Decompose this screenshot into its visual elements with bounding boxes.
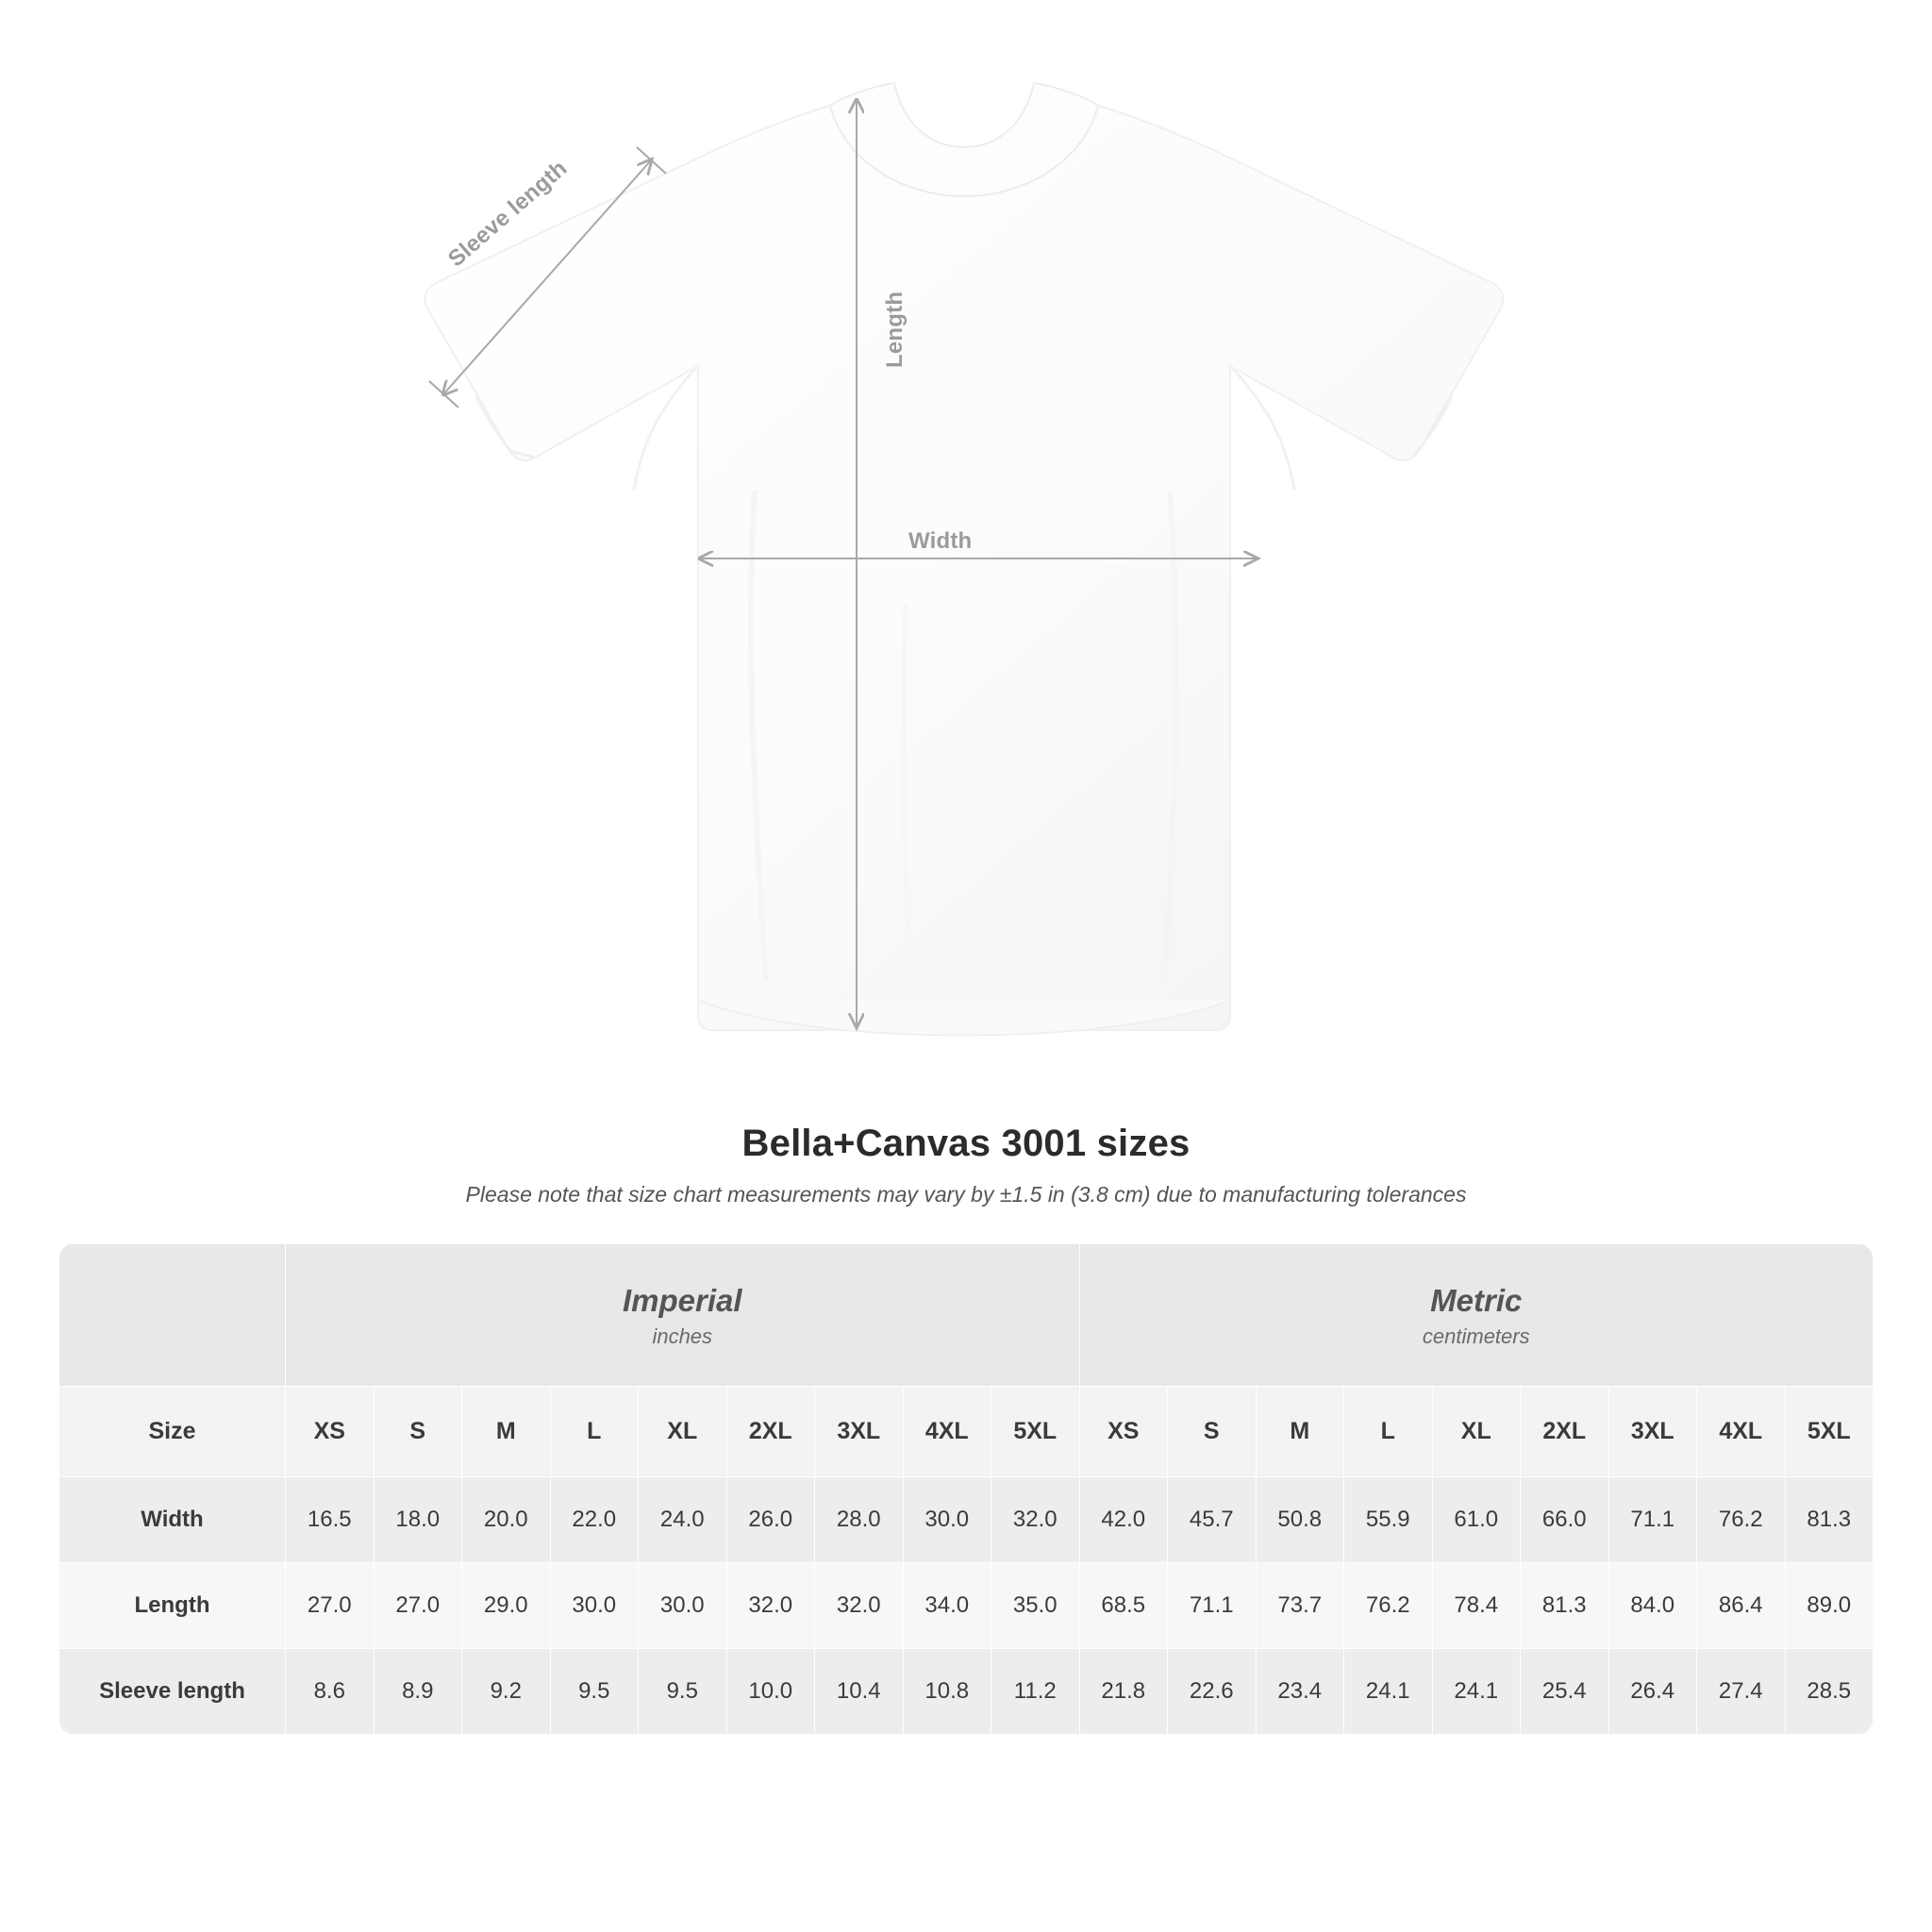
cell: 27.0	[374, 1563, 462, 1649]
cell: 23.4	[1256, 1649, 1344, 1735]
unit-group-imperial-name: Imperial	[622, 1283, 742, 1319]
size-header-cell: M	[462, 1387, 551, 1477]
size-header-cell: S	[1168, 1387, 1257, 1477]
cell: 11.2	[991, 1649, 1080, 1735]
cell: 50.8	[1256, 1477, 1344, 1563]
size-header-cell: 5XL	[1785, 1387, 1874, 1477]
cell: 25.4	[1521, 1649, 1609, 1735]
table-row	[59, 1477, 1874, 1563]
cell: 32.0	[815, 1563, 904, 1649]
table-corner-cell	[59, 1244, 286, 1387]
cell: 81.3	[1521, 1563, 1609, 1649]
cell: 71.1	[1168, 1563, 1257, 1649]
cell: 86.4	[1697, 1563, 1786, 1649]
cell: 45.7	[1168, 1477, 1257, 1563]
cell: 34.0	[903, 1563, 991, 1649]
length-label: Length	[882, 291, 908, 368]
size-header-cell: XS	[286, 1387, 375, 1477]
page-subtitle: Please note that size chart measurements may vary by ±1.5 in (3.8 cm) due to manufacturing tolerances	[465, 1182, 1467, 1207]
cell: 35.0	[991, 1563, 1080, 1649]
cell: 22.6	[1168, 1649, 1257, 1735]
cell: 32.0	[726, 1563, 815, 1649]
cell: 8.6	[286, 1649, 375, 1735]
unit-group-metric-name: Metric	[1430, 1283, 1523, 1319]
cell: 9.5	[550, 1649, 639, 1735]
cell: 28.0	[815, 1477, 904, 1563]
cell: 8.9	[374, 1649, 462, 1735]
cell: 73.7	[1256, 1563, 1344, 1649]
cell: 9.5	[639, 1649, 727, 1735]
cell: 16.5	[286, 1477, 375, 1563]
size-header-cell: XS	[1079, 1387, 1168, 1477]
size-header-cell: 2XL	[726, 1387, 815, 1477]
cell: 32.0	[991, 1477, 1080, 1563]
cell: 66.0	[1521, 1477, 1609, 1563]
cell: 18.0	[374, 1477, 462, 1563]
cell: 55.9	[1344, 1477, 1433, 1563]
page-title: Bella+Canvas 3001 sizes	[741, 1123, 1191, 1164]
cell: 61.0	[1432, 1477, 1521, 1563]
cell: 30.0	[639, 1563, 727, 1649]
size-header-cell: 3XL	[815, 1387, 904, 1477]
cell: 9.2	[462, 1649, 551, 1735]
size-header-cell: L	[550, 1387, 639, 1477]
cell: 26.4	[1608, 1649, 1697, 1735]
cell: 10.0	[726, 1649, 815, 1735]
title-block	[0, 1123, 1932, 1208]
size-header-row	[59, 1387, 1874, 1477]
size-header-cell: 5XL	[991, 1387, 1080, 1477]
unit-group-imperial-sub: inches	[652, 1324, 713, 1348]
cell: 24.1	[1344, 1649, 1433, 1735]
cell: 30.0	[550, 1563, 639, 1649]
cell: 78.4	[1432, 1563, 1521, 1649]
cell: 24.1	[1432, 1649, 1521, 1735]
cell: 76.2	[1697, 1477, 1786, 1563]
size-header-cell: 3XL	[1608, 1387, 1697, 1477]
cell: 20.0	[462, 1477, 551, 1563]
cell: 27.4	[1697, 1649, 1786, 1735]
cell: 10.4	[815, 1649, 904, 1735]
row-label-sleeve-length: Sleeve length	[59, 1649, 286, 1735]
size-header-cell: M	[1256, 1387, 1344, 1477]
size-header-cell: 4XL	[1697, 1387, 1786, 1477]
size-table-container	[58, 1243, 1874, 1735]
cell: 26.0	[726, 1477, 815, 1563]
cell: 22.0	[550, 1477, 639, 1563]
table-row	[59, 1563, 1874, 1649]
cell: 29.0	[462, 1563, 551, 1649]
unit-group-imperial	[286, 1244, 1080, 1387]
cell: 30.0	[903, 1477, 991, 1563]
unit-group-metric-sub: centimeters	[1422, 1324, 1530, 1348]
width-label: Width	[908, 528, 973, 554]
cell: 28.5	[1785, 1649, 1874, 1735]
row-label-length: Length	[59, 1563, 286, 1649]
sleeve-length-label: Sleeve length	[443, 155, 573, 273]
size-table	[58, 1243, 1874, 1735]
size-header-label: Size	[59, 1387, 286, 1477]
cell: 21.8	[1079, 1649, 1168, 1735]
cell: 71.1	[1608, 1477, 1697, 1563]
cell: 76.2	[1344, 1563, 1433, 1649]
size-header-cell: XL	[639, 1387, 727, 1477]
cell: 10.8	[903, 1649, 991, 1735]
table-row	[59, 1649, 1874, 1735]
cell: 42.0	[1079, 1477, 1168, 1563]
cell: 68.5	[1079, 1563, 1168, 1649]
size-header-cell: XL	[1432, 1387, 1521, 1477]
unit-header-row	[59, 1244, 1874, 1387]
unit-group-metric	[1079, 1244, 1874, 1387]
size-header-cell: 2XL	[1521, 1387, 1609, 1477]
cell: 24.0	[639, 1477, 727, 1563]
cell: 27.0	[286, 1563, 375, 1649]
cell: 84.0	[1608, 1563, 1697, 1649]
size-header-cell: 4XL	[903, 1387, 991, 1477]
size-header-cell: L	[1344, 1387, 1433, 1477]
cell: 89.0	[1785, 1563, 1874, 1649]
row-label-width: Width	[59, 1477, 286, 1563]
size-header-cell: S	[374, 1387, 462, 1477]
cell: 81.3	[1785, 1477, 1874, 1563]
